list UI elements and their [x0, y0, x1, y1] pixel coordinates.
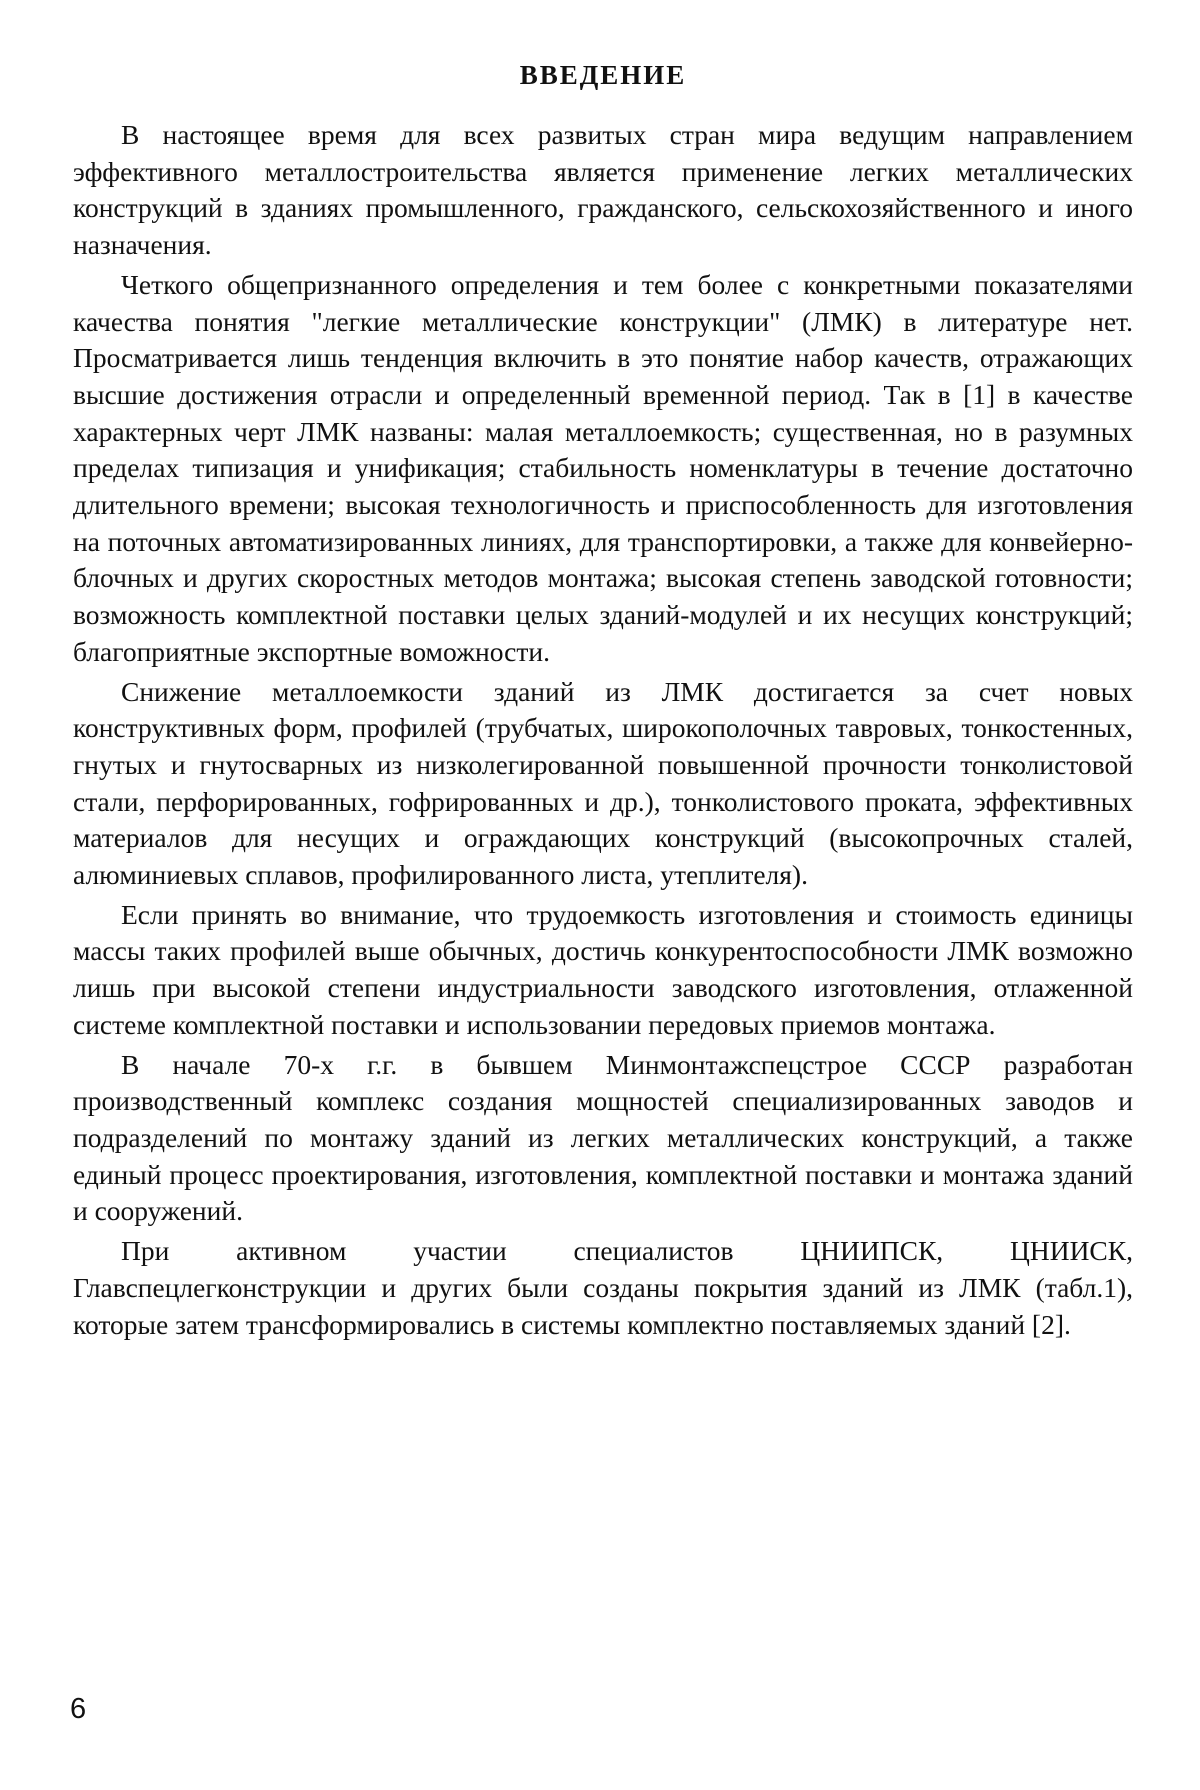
page-number: 6: [70, 1693, 87, 1725]
paragraph-1: В настоящее время для всех развитых стран мира ведущим направлением эффективного металлостроительства является применение легких металлических конструкций в зданиях промышленного, гражданского, сельскохозяйственного и иного назначения.: [73, 119, 1133, 261]
paragraph-4: Если принять во внимание, что трудоемкость изготовления и стоимость единицы массы таких профилей выше обычных, достичь конкурентоспособности ЛМК возможно лишь при высокой степени индустриальности заводского изготовления, отлаженной системе комплектной поставки и использовании передовых приемов монтажа.: [73, 898, 1133, 1040]
document-page: [73, 60, 1133, 1346]
paragraph-2: Четкого общепризнанного определения и тем более с конкретными показателями качества понятия "легкие металлические конструкции" (ЛМК) в литературе нет. Просматривается лишь тенденция включить в это понятие набор качеств, отражающих высшие достижения отрасли и определенный временной период. Так в [1] в качестве характерных черт ЛМК названы: малая металлоемкость; существенная, но в разумных пределах типизация и унификация; стабильность номенклатуры в течение достаточно длительного времени; высокая технологичность и приспособленность для изготовления на поточных автоматизированных линиях, для транспортировки, а также для конвейерно-блочных и других скоростных методов монтажа; высокая степень заводской готовности; возможность комплектной поставки целых зданий-модулей и их несущих конструкций; благоприятные экспортные воможности.: [73, 268, 1133, 667]
section-title: ВВЕДЕНИЕ: [519, 60, 687, 90]
paragraph-5: В начале 70-х г.г. в бывшем Минмонтажспецстрое СССР разработан производственный комплекс создания мощностей специализированных заводов и подразделений по монтажу зданий из легких металлических конструкций, а также единый процесс проектирования, изготовления, комплектной поставки и монтажа зданий и сооружений.: [73, 1048, 1133, 1227]
paragraph-6: При активном участии специалистов ЦНИИПСК, ЦНИИСК, Главспецлегконструкции и других были созданы покрытия зданий из ЛМК (табл.1), которые затем трансформировались в системы комплектно поставляемых зданий [2].: [73, 1235, 1133, 1340]
paragraph-3: Снижение металлоемкости зданий из ЛМК достигается за счет новых конструктивных форм, профилей (трубчатых, широкополочных тавровых, тонкостенных, гнутых и гнутосварных из низколегированной повышенной прочности тонколистовой стали, перфорированных, гофрированных и др.), тонколистового проката, эффективных материалов для несущих и ограждающих конструкций (высокопрочных сталей, алюминиевых сплавов, профилированного листа, утеплителя).: [73, 675, 1133, 891]
